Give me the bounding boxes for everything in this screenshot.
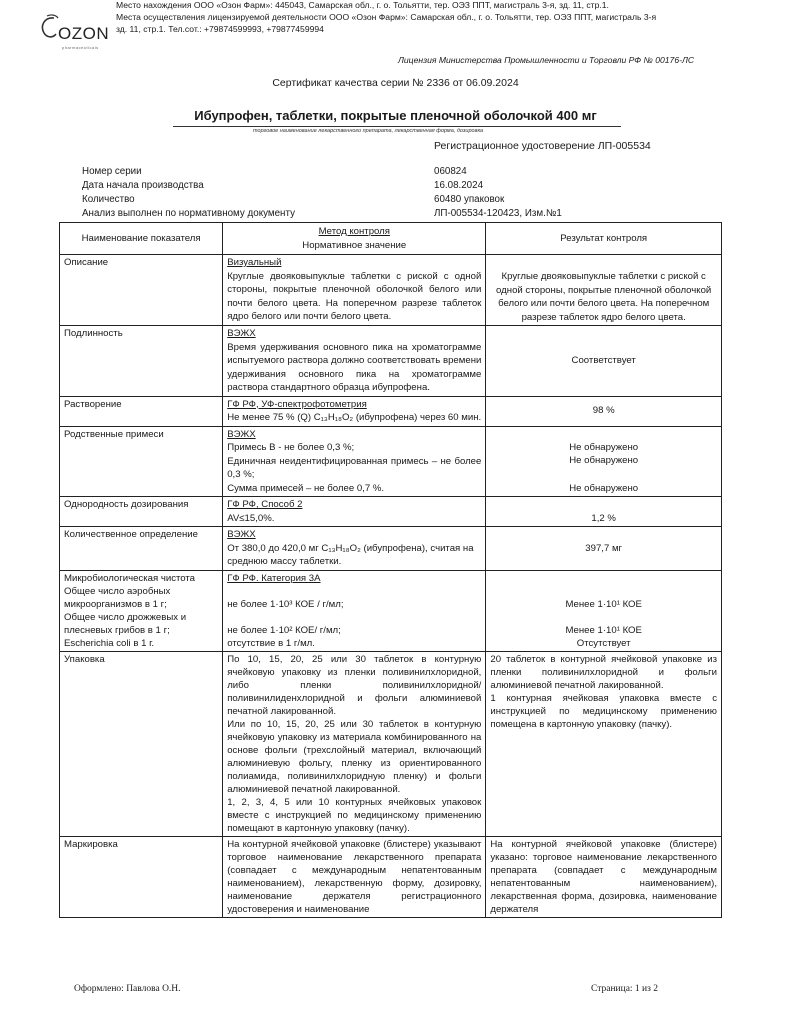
quality-table — [59, 222, 722, 918]
table-header-row — [60, 223, 722, 255]
norm-micro — [223, 570, 486, 651]
result-micro-aerobic: Менее 1·10¹ КОЕ — [565, 598, 642, 610]
method-dissolution: ГФ РФ, УФ-спектрофотометрия — [227, 398, 367, 410]
batch-value-date: 16.08.2024 — [434, 180, 484, 191]
batch-value-quantity: 60480 упаковок — [434, 194, 505, 205]
result-dissolution: 98 % — [486, 396, 722, 426]
row-name-marking: Маркировка — [60, 836, 223, 917]
table-row — [60, 836, 722, 917]
method-uniformity: ГФ РФ, Способ 2 — [227, 499, 303, 510]
row-name-dissolution: Растворение — [60, 396, 223, 426]
result-impurities-sum: Не обнаружено — [569, 482, 639, 494]
norm-impurities-b: Примесь B - не более 0,3 %; — [227, 442, 355, 453]
batch-label-series: Номер серии — [82, 166, 142, 177]
norm-impurities-single: Единичная неидентифицированная примесь – не более 0,3 %; — [227, 455, 482, 480]
norm-assay — [223, 527, 486, 571]
result-micro-fungi: Менее 1·10¹ КОЕ — [565, 624, 642, 636]
result-packaging-blister: 20 таблеток в контурной ячейковой упаковке из пленки поливинилхлоридной и фольги алюминиевой печатной лакированной. — [490, 653, 717, 691]
table-row — [60, 326, 722, 397]
result-impurities-b: Не обнаружено — [569, 441, 639, 453]
method-micro: ГФ РФ. Категория 3А — [227, 572, 321, 584]
norm-uniformity — [223, 497, 486, 527]
table-row — [60, 426, 722, 497]
header-parameter-label: Наименование показателя — [81, 232, 201, 244]
quality-table-viewport — [59, 222, 724, 984]
result-marking: На контурной ячейковой упаковке (блистере) указано: торговое наименование лекарственного препарата (совпадает с международным непатентованным наименованием), лекарственная форма, дозировка, наименование держателя — [486, 836, 722, 917]
method-identity: ВЭЖХ — [227, 328, 256, 339]
norm-micro-aerobic: не более 1·10³ КОЕ / г/мл; — [227, 598, 344, 610]
ozon-logo — [34, 10, 114, 62]
page-number: Страница: 1 из 2 — [591, 984, 659, 994]
table-row — [60, 527, 722, 571]
header-norm-label: Нормативное значение — [302, 239, 407, 251]
row-name-micro — [60, 570, 223, 651]
table-row — [60, 651, 722, 836]
row-name-description: Описание — [60, 255, 223, 326]
batch-label-document: Анализ выполнен по нормативному документу — [82, 208, 295, 219]
norm-impurities-sum: Сумма примесей – не более 0,7 %. — [227, 482, 385, 494]
header-result-label: Результат контроля — [560, 232, 648, 244]
norm-packaging-cartons: 1, 2, 3, 4, 5 или 10 контурных ячейковых упаковок вместе с инструкцией по медицинскому применению помещают в картонную упаковку (пачку). — [227, 796, 482, 834]
result-impurities — [486, 426, 722, 497]
method-description: Визуальный — [227, 257, 282, 268]
norm-identity-text: Время удерживания основного пика на хроматограмме испытуемого раствора должно соответствовать времени удерживания основного пика на хроматограмме раствора стандартного образца ибупрофена. — [227, 341, 482, 393]
product-caption: торговое наименование лекарственного препарата, лекарственная форма, дозировка — [253, 128, 484, 134]
norm-micro-ecoli: отсутствие в 1 г/мл. — [227, 637, 315, 649]
row-name-uniformity: Однородность дозирования — [60, 497, 223, 527]
result-description: Круглые двояковыпуклые таблетки с риской с одной стороны, покрытые пленочной оболочкой белого или почти белого цвета. На поперечном разрезе таблеток ядро белого цвета. — [486, 255, 722, 326]
certificate-title: Сертификат качества серии № 2336 от 06.09.2024 — [272, 77, 519, 89]
header-activity-line: Места осуществления лицензируемой деятельности ООО «Озон Фарм»: Самарская обл., г. о. Тольятти, тер. ОЭЗ ППТ, магистраль 3-я — [116, 12, 657, 22]
header-result — [486, 223, 722, 255]
table-row — [60, 497, 722, 527]
header-parameter — [60, 223, 223, 255]
batch-label-date: Дата начала производства — [82, 180, 204, 191]
norm-packaging-option1: По 10, 15, 20, 25 или 30 таблеток в контурную ячейковую упаковку из пленки поливинилхлоридной, либо пленки поливинилхлоридной/поливинилиденхлоридной и фольги алюминиевой печатной лакированной. — [227, 653, 482, 717]
norm-description-text: Круглые двояковыпуклые таблетки с риской с одной стороны, покрытые пленочной оболочкой белого или почти белого цвета. На поперечном разрезе таблеток ядро белого или почти белого цвета. — [227, 270, 482, 322]
row-name-assay: Количественное определение — [60, 527, 223, 571]
row-name-impurities: Родственные примеси — [60, 426, 223, 497]
table-row — [60, 396, 722, 426]
norm-assay-text: От 380,0 до 420,0 мг C₁₃H₁₈O₂ (ибупрофена), считая на среднюю массу таблетки. — [227, 542, 474, 567]
ozon-logo-mark-icon — [38, 14, 60, 40]
result-identity: Соответствует — [486, 326, 722, 397]
result-micro-ecoli: Отсутствует — [576, 637, 631, 649]
row-name-identity: Подлинность — [60, 326, 223, 397]
result-impurities-single: Не обнаружено — [569, 455, 639, 466]
method-impurities: ВЭЖХ — [227, 428, 256, 440]
header-method-label: Метод контроля — [318, 226, 390, 237]
result-uniformity: 1,2 % — [486, 497, 722, 527]
norm-dissolution-text: Не менее 75 % (Q) C₁₃H₁₈O₂ (ибупрофена) через 60 мин. — [227, 412, 482, 423]
result-packaging-carton: 1 контурная ячейковая упаковка вместе с инструкцией по медицинскому применению помещена в картонную упаковку (пачку). — [490, 692, 717, 730]
table-row — [60, 255, 722, 326]
license-line: Лицензия Министерства Промышленности и Торговли РФ № 00176-ЛС — [398, 55, 695, 65]
norm-description — [223, 255, 486, 326]
row-name-packaging: Упаковка — [60, 651, 223, 836]
norm-packaging-option2: Или по 10, 15, 20, 25 или 30 таблеток в контурную ячейковую упаковку из материала комбинированного на основе фольги (трехслойный материал, включающий алюминиевую фольгу, пленку из ориентированного полиамида, поливинилхлоридную пленку) и фольги алюминиевой печатной лакированной. — [227, 718, 482, 795]
result-assay: 397,7 мг — [486, 527, 722, 571]
result-micro — [486, 570, 722, 651]
batch-value-series: 060824 — [434, 166, 467, 177]
norm-dissolution — [223, 396, 486, 426]
batch-value-document: ЛП-005534-120423, Изм.№1 — [434, 208, 562, 219]
result-packaging — [486, 651, 722, 836]
norm-identity — [223, 326, 486, 397]
header-phone-line: зд. 11, стр.1. Тел.сот.: +79874599993, +79877459994 — [116, 24, 324, 34]
micro-title: Микробиологическая чистота — [64, 572, 196, 584]
micro-aerobic-label: Общее число аэробных микроорганизмов в 1 г; — [64, 585, 171, 610]
method-assay: ВЭЖХ — [227, 529, 256, 540]
title-underline — [173, 126, 621, 127]
norm-micro-fungi: не более 1·10² КОЕ/ г/мл; — [227, 624, 341, 636]
norm-packaging — [223, 651, 486, 836]
header-address-line: Место нахождения ООО «Озон Фарм»: 445043, Самарская обл., г. о. Тольятти, тер. ОЭЗ ППТ, магистраль 3-я, зд. 11, стр.1. — [116, 0, 609, 10]
norm-uniformity-text: AV≤15,0%. — [227, 512, 275, 524]
logo-tagline: pharmaceuticals — [62, 45, 99, 50]
registration-number: Регистрационное удостоверение ЛП-005534 — [434, 140, 651, 152]
logo-wordmark: OZON — [58, 24, 110, 43]
batch-label-quantity: Количество — [82, 194, 135, 205]
norm-marking: На контурной ячейковой упаковке (блистере) указывают торговое наименование лекарственного препарата (совпадает с международным непатентованным наименованием), лекарственную форму, дозировку, наименование держателя регистрационного удостоверения и наименование — [223, 836, 486, 917]
product-title: Ибупрофен, таблетки, покрытые пленочной оболочкой 400 мг — [194, 108, 597, 123]
norm-impurities — [223, 426, 486, 497]
micro-ecoli-label: Escherichia coli в 1 г. — [64, 637, 155, 649]
micro-fungi-label: Общее число дрожжевых и плесневых грибов в 1 г; — [64, 611, 187, 636]
prepared-by: Оформлено: Павлова О.Н. — [74, 984, 181, 994]
table-row — [60, 570, 722, 651]
header-method — [223, 223, 486, 255]
